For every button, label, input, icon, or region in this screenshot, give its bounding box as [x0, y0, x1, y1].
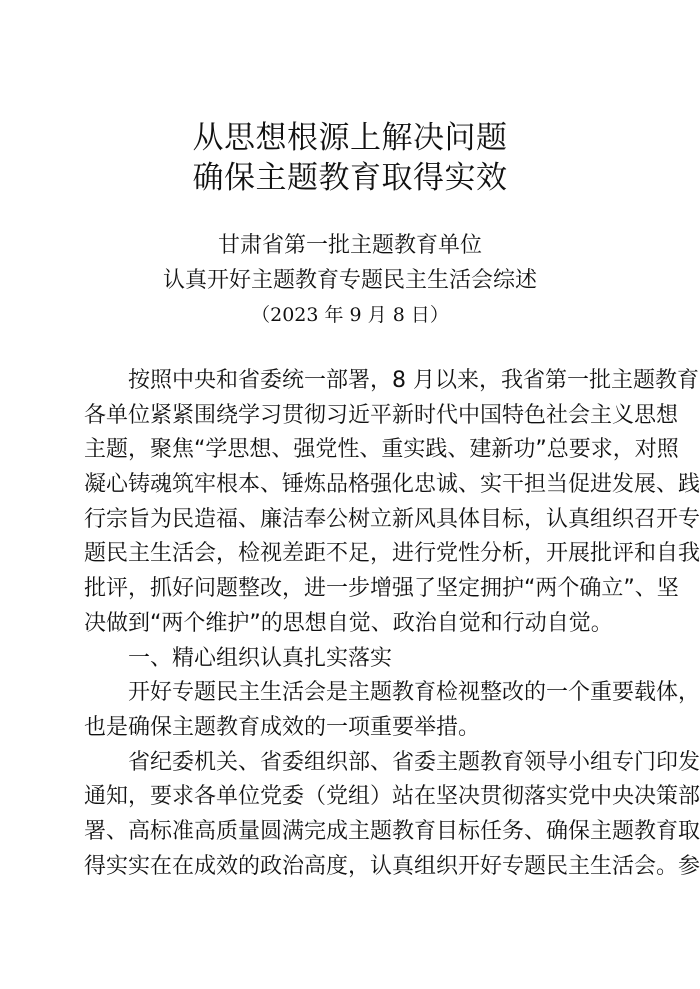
body-line: 行宗旨为民造福、廉洁奉公树立新风具体目标，认真组织召开专	[84, 506, 700, 532]
body-line: 也是确保主题教育成效的一项重要举措。	[84, 714, 481, 740]
body-line: 主题，聚焦“学思想、强党性、重实践、建新功”总要求，对照	[84, 437, 679, 463]
body-line: 凝心铸魂筑牢根本、锤炼品格强化忠诚、实干担当促进发展、践	[84, 472, 700, 498]
document-body	[84, 364, 700, 884]
title-line-1: 从思想根源上解决问题	[192, 120, 508, 156]
document-date: （2023 年 9 月 8 日）	[251, 304, 449, 326]
body-line: 开好专题民主生活会是主题教育检视整改的一个重要载体，	[128, 680, 700, 706]
document-subtitle	[0, 228, 700, 333]
title-line-2: 确保主题教育取得实效	[192, 160, 508, 196]
body-line: 决做到“两个维护”的思想自觉、政治自觉和行动自觉。	[84, 610, 613, 636]
section-heading: 一、精心组织认真扎实落实	[128, 645, 393, 671]
document-title	[0, 118, 700, 198]
subtitle-line-1: 甘肃省第一批主题教育单位	[217, 233, 482, 258]
body-line: 批评，抓好问题整改，进一步增强了坚定拥护“两个确立”、坚	[84, 576, 679, 602]
body-line: 得实实在在成效的政治高度，认真组织开好专题民主生活会。参	[84, 853, 700, 879]
body-line: 署、高标准高质量圆满完成主题教育目标任务、确保主题教育取	[84, 818, 700, 844]
body-line: 通知，要求各单位党委（党组）站在坚决贯彻落实党中央决策部	[84, 784, 700, 810]
subtitle-line-2: 认真开好主题教育专题民主生活会综述	[162, 268, 537, 293]
body-line: 题民主生活会，检视差距不足，进行党性分析，开展批评和自我	[84, 541, 700, 567]
body-line: 省纪委机关、省委组织部、省委主题教育领导小组专门印发	[128, 749, 700, 775]
body-line: 按照中央和省委统一部署，8 月以来，我省第一批主题教育	[128, 368, 699, 393]
body-line: 各单位紧紧围绕学习贯彻习近平新时代中国特色社会主义思想	[84, 402, 679, 428]
